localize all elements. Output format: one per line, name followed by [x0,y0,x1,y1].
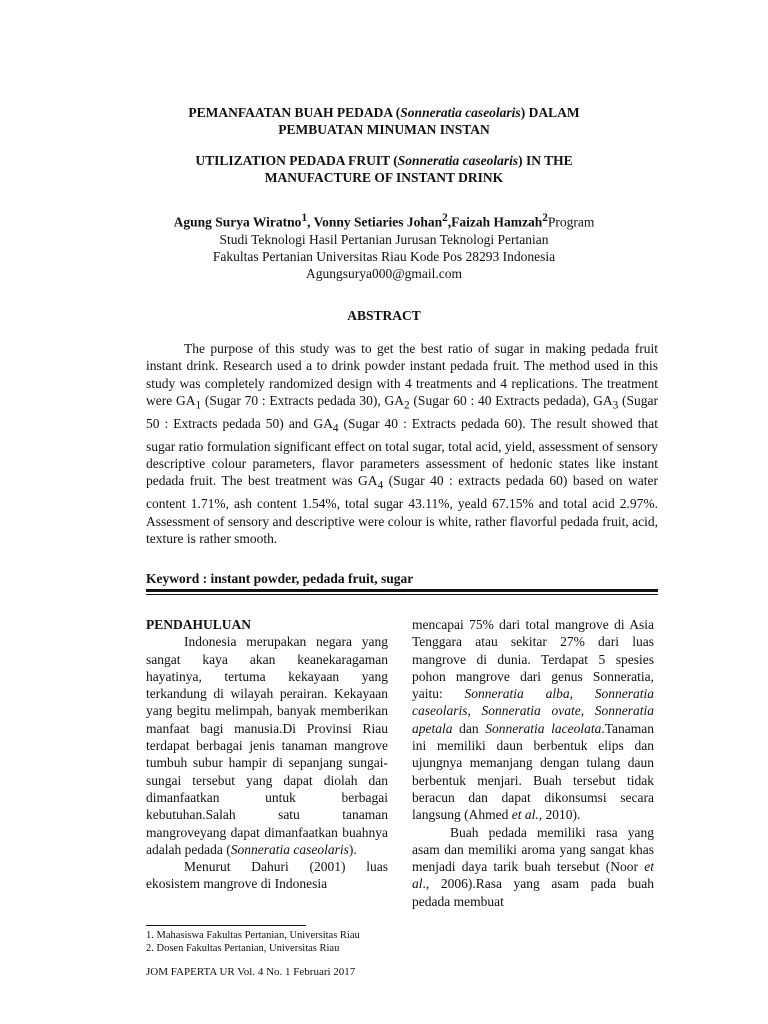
abstract-text: The purpose of this study was to get the best ratio of sugar in making pedada fruit instant drink. Research used a to drink powder instant pedada fruit. The method used in this study was completely randomized design with 4 treatments and 4 replications. The treatment were $GA_1$ (Sugar 70 : Extracts pedada 30), $GA_2$ (Sugar 60 : 40 Extracts pedada), $GA_3$ (Sugar 50 : Extracts pedada 50) and $GA_4$ (Sugar 40 : Extracts pedada 60). The result showed that sugar ratio formulation significant effect on total sugar, total acid, yield, assessment of sensory descriptive colour parameters, flavor parameters assessment of hedonic states like instant pedada fruit. The best treatment was $GA_4$ (Sugar 40 : extracts pedada 60) based on water content 1.71%, ash content 1.54%, total sugar 43.11%, yeald 67.15% and total acid 2.97%. Assessment of sensory and descriptive were colour is white, rather flavorful pedada fruit, acid, texture is rather smooth. [146,341,658,547]
author-2: Vonny Setiaries Johan [313,214,443,230]
author-email: Agungsurya000@gmail.com [305,265,463,281]
abstract-heading: ABSTRACT [347,308,421,323]
title-english: UTILIZATION PEDADA FRUIT (Sonneratia caseolaris) IN THE MANUFACTURE OF INSTANT DRINK [195,153,573,185]
footnote-2: 2. Dosen Fakultas Pertanian, Universitas Riau [146,943,340,954]
body-column-left [146,616,388,893]
section-heading: PENDAHULUAN [146,617,252,632]
paragraph: Buah pedada memiliki rasa yang asam dan memiliki aroma yang sangat khas menjadi daya tarik buah tersebut (Noor et al., 2006).Rasa yang asam pada buah pedada membuat [412,824,654,909]
paragraph: Indonesia merupakan negara yang sangat kaya akan keanekaragaman hayatinya, tertuma kekayaan yang terkandung di wilayah perairan. Kekayaan yang begitu melimpah, banyak memberikan manfaat bagi manusia.Di Provinsi Riau terdapat berbagai jenis tanaman mangrove tumbuh subur hampir di sepanjang sungai-sungai tersebut yang dapat diolah dan dimanfaatkan untuk berbagai kebutuhan.Salah satu tanaman mangroveyang dapat dimanfaatkan buahnya adalah pedada (Sonneratia caseolaris). [146,634,388,857]
title-indonesian: PEMANFAATAN BUAH PEDADA (Sonneratia caseolaris) DALAM PEMBUATAN MINUMAN INSTAN [188,105,580,137]
footnote-divider [146,925,306,926]
affiliation-start: Program [547,214,595,230]
footnotes [146,929,360,955]
title-species: Sonneratia caseolaris [400,105,521,120]
divider-thin [146,594,658,595]
paragraph: mencapai 75% dari total mangrove di Asia Tenggara atau sekitar 27% dari luas mangrove di dunia. Terdapat 5 spesies pohon mangrove dari genus Sonneratia, yaitu: Sonneratia alba, Sonneratia caseolaris, Sonneratia ovate, Sonneratia apetala dan Sonneratia laceolata.Tanaman ini memiliki daun berbentuk elips dan ujungnya memanjang dengan tulang daun berbentuk menjari. Buah tersebut tidak beracun dan dapat dikonsumsi secara langsung (Ahmed et al., 2010). [412,617,655,823]
body-column-right [412,616,654,910]
affiliation-line-2: Studi Teknologi Hasil Pertanian Jurusan Teknologi Pertanian [219,231,549,247]
author-1: Agung Surya Wiratno [173,214,302,230]
keywords: Keyword : instant powder, pedada fruit, sugar [146,571,414,586]
footnote-1: 1. Mahasiswa Fakultas Pertanian, Universitas Riau [146,930,360,941]
journal-footer: JOM FAPERTA UR Vol. 4 No. 1 Februari 2017 [146,966,356,978]
author-3: Faizah Hamzah [451,214,543,230]
divider-thick [146,589,658,592]
title-en-species: Sonneratia caseolaris [397,153,519,168]
author-block: Agung Surya Wiratno$^1$, Vonny Setiaries Johan$^2$,Faizah Hamzah$^2$Program Studi Teknologi Hasil Pertanian Jurusan Teknologi Pertanian Fakultas Pertanian Universitas Riau Kode Pos 28293 Indonesia Agungsurya000@gmail.com [173,212,595,281]
affiliation-line-3: Fakultas Pertanian Universitas Riau Kode Pos 28293 Indonesia [212,248,556,264]
paragraph: Menurut Dahuri (2001) luas ekosistem mangrove di Indonesia [146,859,388,892]
